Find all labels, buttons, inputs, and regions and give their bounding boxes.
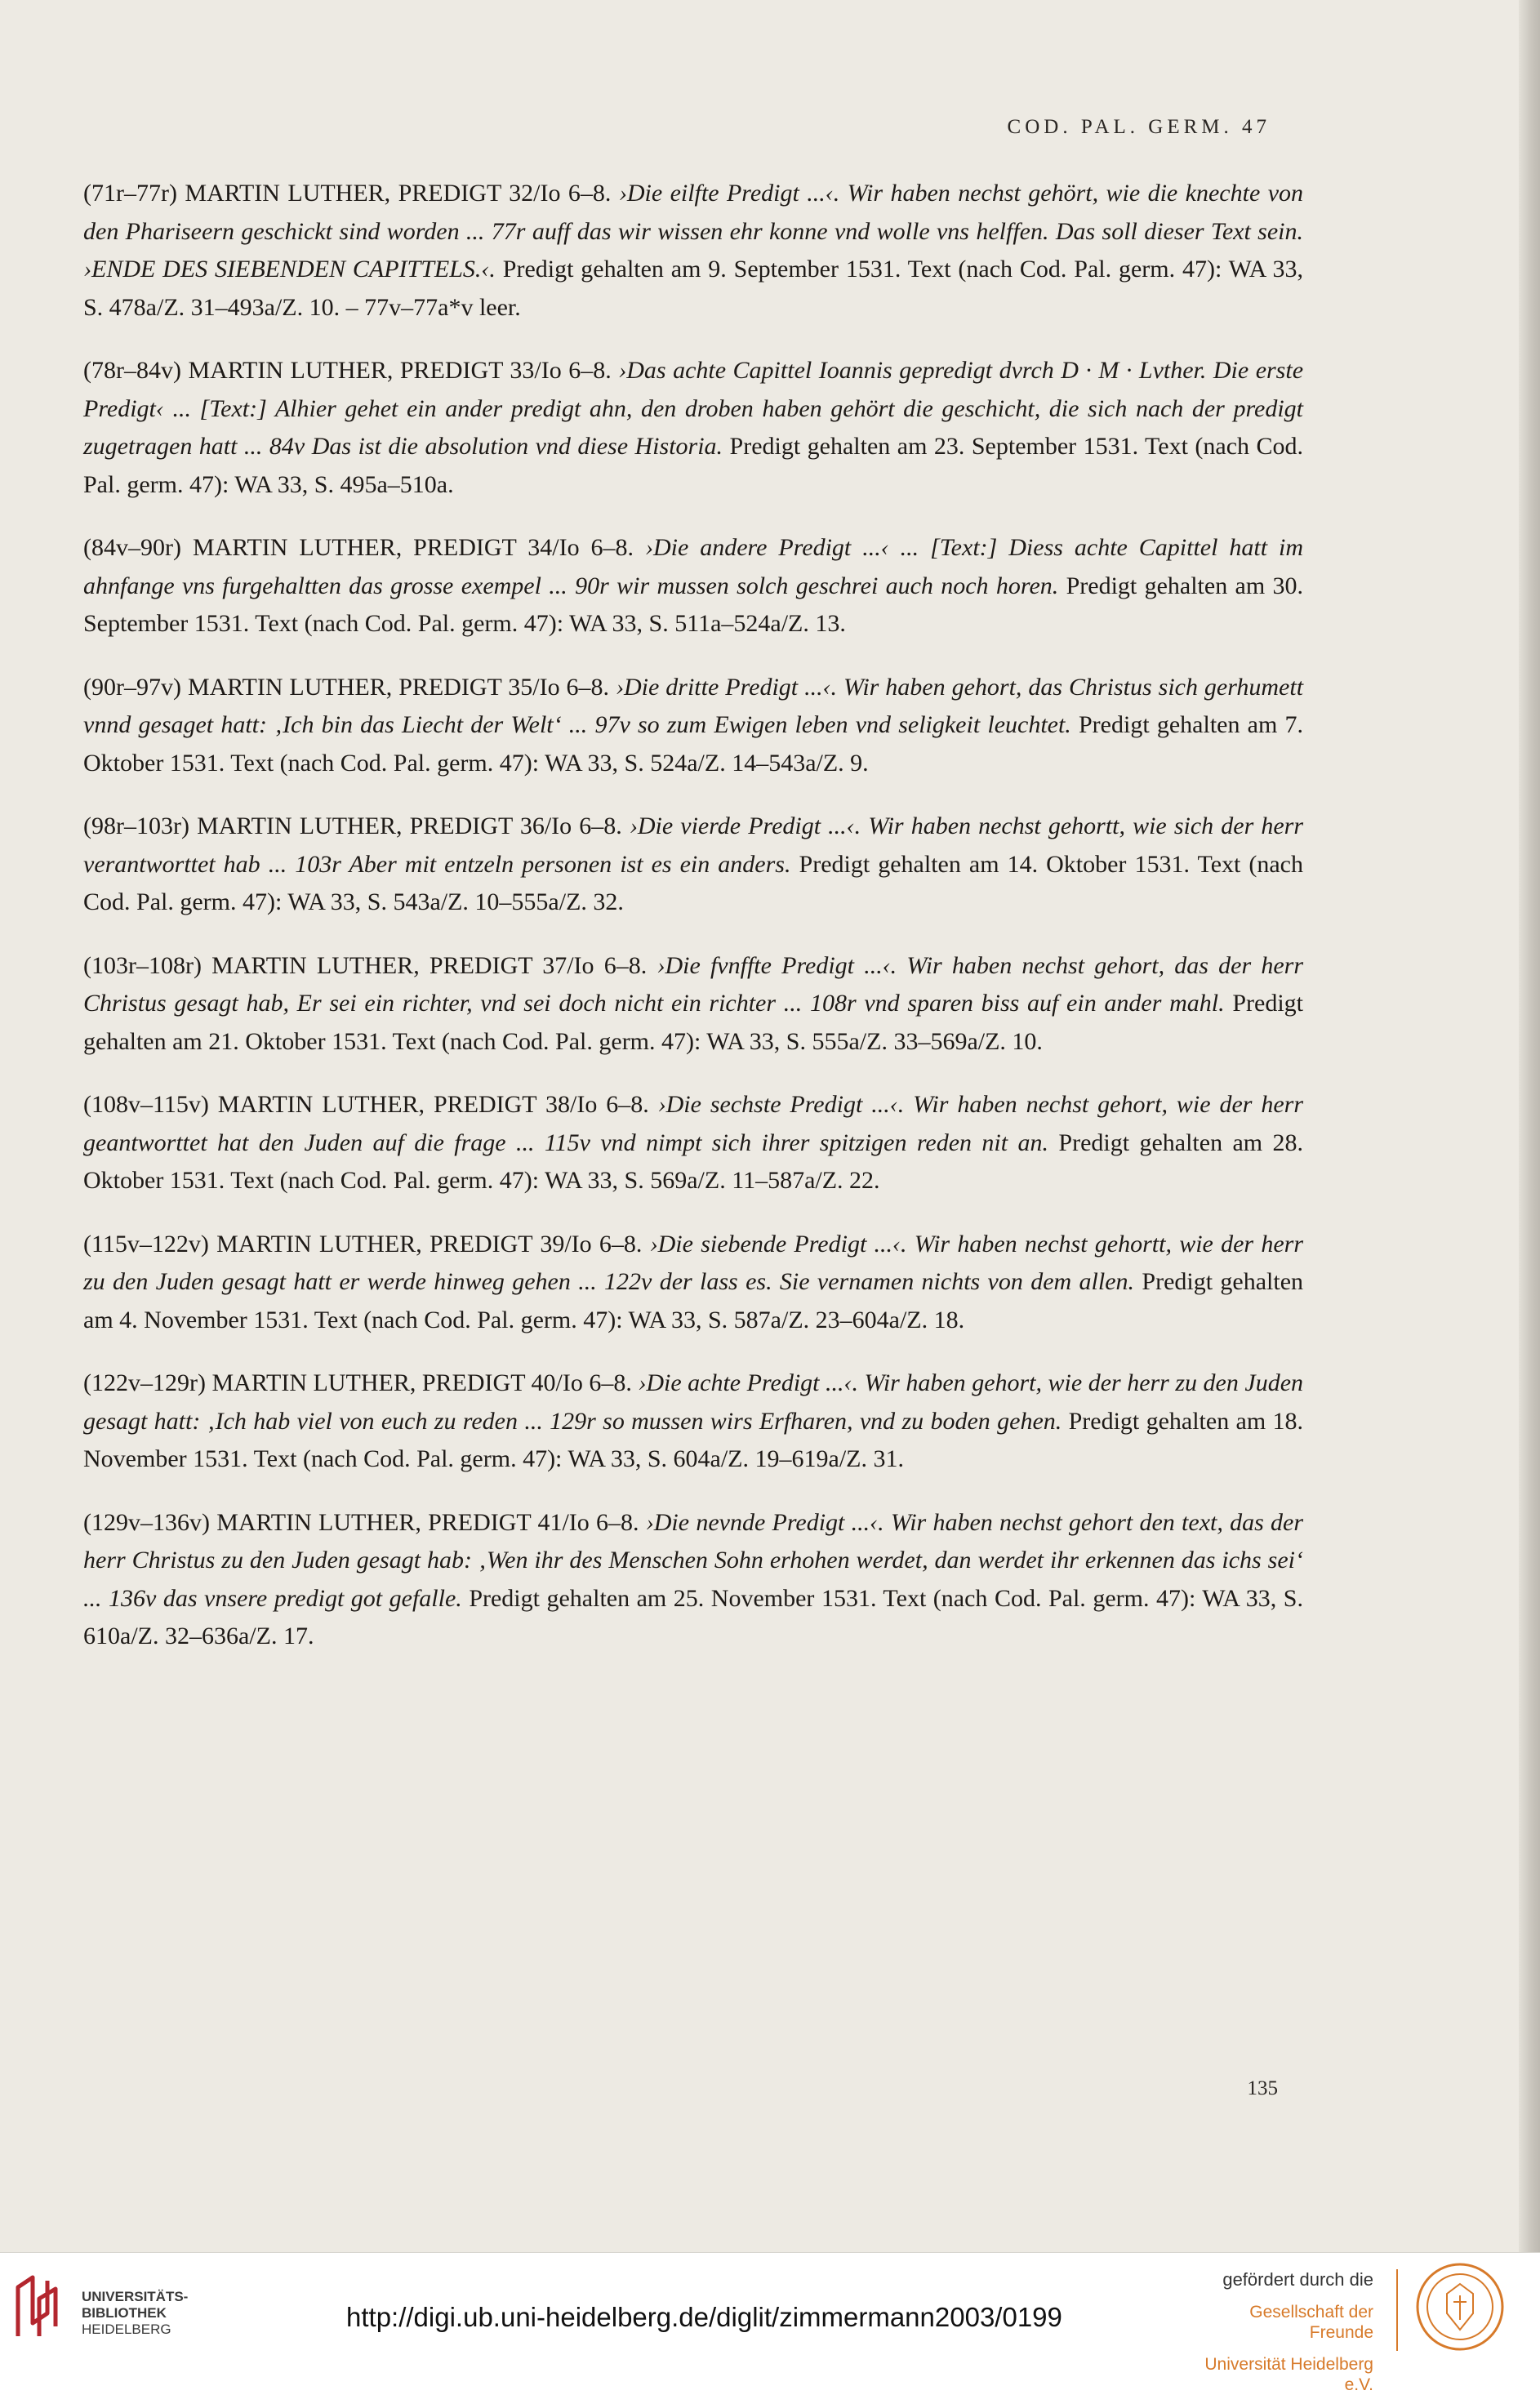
sponsor-name: Gesellschaft der Freunde (1249, 2303, 1373, 2342)
viewer-footer (0, 2252, 1540, 2394)
catalog-entry (83, 529, 1303, 643)
catalog-entry (83, 808, 1303, 922)
ub-wordmark (82, 2289, 188, 2338)
incipit-text: ›Die andere Predigt ...‹ ... [Text:] Diess achte Capittel hatt im ahnfange vns furgehaltten das grosse exempel ... 90r wir mussen solch geschrei auch noch horen. (83, 534, 1304, 599)
catalog-entry (83, 947, 1303, 1062)
catalog-entry (83, 1086, 1303, 1200)
entry-note: Predigt gehalten am 7. Oktober 1531. Text (nach Cod. Pal. germ. 47): WA 33, S. 524a/Z. 14–543a/Z. 9. (83, 711, 1303, 777)
incipit-text: ›Die siebende Predigt ...‹. Wir haben nechst gehortt, wie der herr zu den Juden gesagt hatt er werde hinweg gehen ... 122v der lass es. Sie vernamen nichts von dem allen. (83, 1230, 1304, 1295)
incipit-text: ›Das achte Capittel Ioannis gepredigt dvrch D · M · Lvther. Die erste Predigt‹ ... [Text:] Alhier gehet ein ander predigt ahn, den droben haben gehört die geschicht, die sich nach der predigt zugetragen hatt ... 84v Das ist die absolution vnd diese Historia. (83, 357, 1304, 460)
entry-note: Predigt gehalten am 23. September 1531. Text (nach Cod. Pal. germ. 47): WA 33, S. 495a–510a. (83, 433, 1304, 498)
incipit-text: ›Die vierde Predigt ...‹. Wir haben nechst gehortt, wie sich der herr verantworttet hab ... 103r Aber mit entzeln personen ist es ein anders. (83, 812, 1304, 878)
catalog-entry (83, 1226, 1303, 1340)
entry-heading: MARTIN LUTHER, PREDIGT 32/Io 6–8. (185, 180, 612, 207)
entry-heading: MARTIN LUTHER, PREDIGT 37/Io 6–8. (211, 951, 648, 979)
incipit-text: ›Die eilfte Predigt ...‹. Wir haben nechst gehört, wie die knechte von den Phariseern geschickt sind worden ... 77r auff das wir wissen ehr konne vnd wolle vns helffen. Das soll dieser Text sein. ›ENDE DES SIEBENDEN CAPITTELS.‹. (83, 180, 1304, 283)
entry-note: Predigt gehalten am 14. Oktober 1531. Text (nach Cod. Pal. germ. 47): WA 33, S. 543a/Z. 10–555a/Z. 32. (83, 850, 1304, 915)
entry-note: Predigt gehalten am 30. September 1531. Text (nach Cod. Pal. germ. 47): WA 33, S. 511a–524a/Z. 13. (83, 572, 1303, 637)
entry-heading: MARTIN LUTHER, PREDIGT 33/Io 6–8. (188, 357, 612, 384)
folio-range: (78r–84v) (83, 357, 181, 384)
folio-range: (103r–108r) (83, 951, 202, 979)
folio-range: (129v–136v) (83, 1508, 210, 1536)
entry-heading: MARTIN LUTHER, PREDIGT 40/Io 6–8. (211, 1369, 632, 1396)
entry-note: Predigt gehalten am 25. November 1531. Text (nach Cod. Pal. germ. 47): WA 33, S. 610a/Z. 32–636a/Z. 17. (83, 1584, 1303, 1649)
catalog-entry (83, 352, 1303, 504)
catalog-entry (83, 175, 1303, 327)
ub-wordmark-line: BIBLIOTHEK (82, 2305, 167, 2321)
entry-heading: MARTIN LUTHER, PREDIGT 39/Io 6–8. (216, 1230, 643, 1258)
sponsor-prefix: gefördert durch die (1222, 2269, 1373, 2290)
folio-range: (122v–129r) (83, 1369, 206, 1396)
entry-note: Predigt gehalten am 21. Oktober 1531. Text (nach Cod. Pal. germ. 47): WA 33, S. 555a/Z. 33–569a/Z. 10. (83, 990, 1304, 1055)
entry-note: Predigt gehalten am 4. November 1531. Text (nach Cod. Pal. germ. 47): WA 33, S. 587a/Z. 23–604a/Z. 18. (83, 1268, 1304, 1333)
folio-range: (98r–103r) (83, 812, 189, 839)
page-number: 135 (1247, 2077, 1278, 2099)
ub-wordmark-line: HEIDELBERG (82, 2322, 171, 2337)
entry-heading: MARTIN LUTHER, PREDIGT 41/Io 6–8. (216, 1508, 639, 1536)
folio-range: (84v–90r) (83, 534, 181, 561)
folio-range: (115v–122v) (83, 1230, 209, 1258)
folio-range: (71r–77r) (83, 180, 177, 207)
catalog-entry (83, 669, 1303, 783)
incipit-text: ›Die sechste Predigt ...‹. Wir haben nechst gehort, wie der herr geantworttet hat den Juden auf die frage ... 115v vnd nimpt sich ihrer spitzigen reden nit an. (83, 1091, 1304, 1156)
university-seal-icon (1414, 2261, 1506, 2353)
entry-note: Predigt gehalten am 18. November 1531. Text (nach Cod. Pal. germ. 47): WA 33, S. 604a/Z. 19–619a/Z. 31. (83, 1407, 1303, 1472)
catalog-entries (83, 175, 1303, 1681)
running-head: COD. PAL. GERM. 47 (1007, 116, 1271, 138)
folio-range: (90r–97v) (83, 673, 181, 701)
incipit-text: ›Die fvnffte Predigt ...‹. Wir haben nechst gehort, das der herr Christus gesagt hab, Er sei ein richter, vnd sei doch nicht ein richter ... 108r vnd sparen biss auf ein ander mahl. (83, 951, 1304, 1017)
incipit-text: ›Die nevnde Predigt ...‹. Wir haben nechst gehort den text, das der herr Christus zu den Juden gesagt hab: ‚Wen ihr des Menschen Sohn erhohen werdet, dan werdet ihr erkennen das ichs sei‘ ... 136v das vnsere predigt got gefalle. (83, 1508, 1303, 1612)
incipit-text: ›Die achte Predigt ...‹. Wir haben gehort, wie der herr zu den Juden gesagt hatt: ‚Ich hab viel von euch zu reden ... 129r so mussen wirs Erfharen, vnd zu boden gehen. (83, 1369, 1304, 1435)
sponsor-name: Universität Heidelberg e.V. (1204, 2355, 1373, 2394)
incipit-text: ›Die dritte Predigt ...‹. Wir haben gehort, das Christus sich gerhumett vnnd gesaget hatt: ‚Ich bin das Liecht der Welt‘ ... 97v so zum Ewigen leben vnd seligkeit leuchtet. (83, 673, 1304, 738)
entry-note: Predigt gehalten am 9. September 1531. Text (nach Cod. Pal. germ. 47): WA 33, S. 478a/Z. 31–493a/Z. 10. – 77v–77a*v leer. (83, 256, 1303, 321)
entry-heading: MARTIN LUTHER, PREDIGT 38/Io 6–8. (217, 1091, 649, 1118)
ub-wordmark-line: UNIVERSITÄTS- (82, 2289, 189, 2304)
permalink-url[interactable]: http://digi.ub.uni-heidelberg.de/diglit/zimmermann2003/0199 (346, 2302, 1062, 2332)
sponsor-block (1186, 2269, 1373, 2395)
catalog-entry (83, 1364, 1303, 1479)
footer-divider (1396, 2269, 1398, 2351)
entry-heading: MARTIN LUTHER, PREDIGT 35/Io 6–8. (187, 673, 610, 701)
entry-heading: MARTIN LUTHER, PREDIGT 36/Io 6–8. (197, 812, 622, 839)
ub-logo-icon (15, 2274, 73, 2339)
catalog-entry (83, 1504, 1303, 1656)
folio-range: (108v–115v) (83, 1091, 209, 1118)
entry-heading: MARTIN LUTHER, PREDIGT 34/Io 6–8. (192, 534, 634, 561)
entry-note: Predigt gehalten am 28. Oktober 1531. Text (nach Cod. Pal. germ. 47): WA 33, S. 569a/Z. 11–587a/Z. 22. (83, 1128, 1304, 1194)
